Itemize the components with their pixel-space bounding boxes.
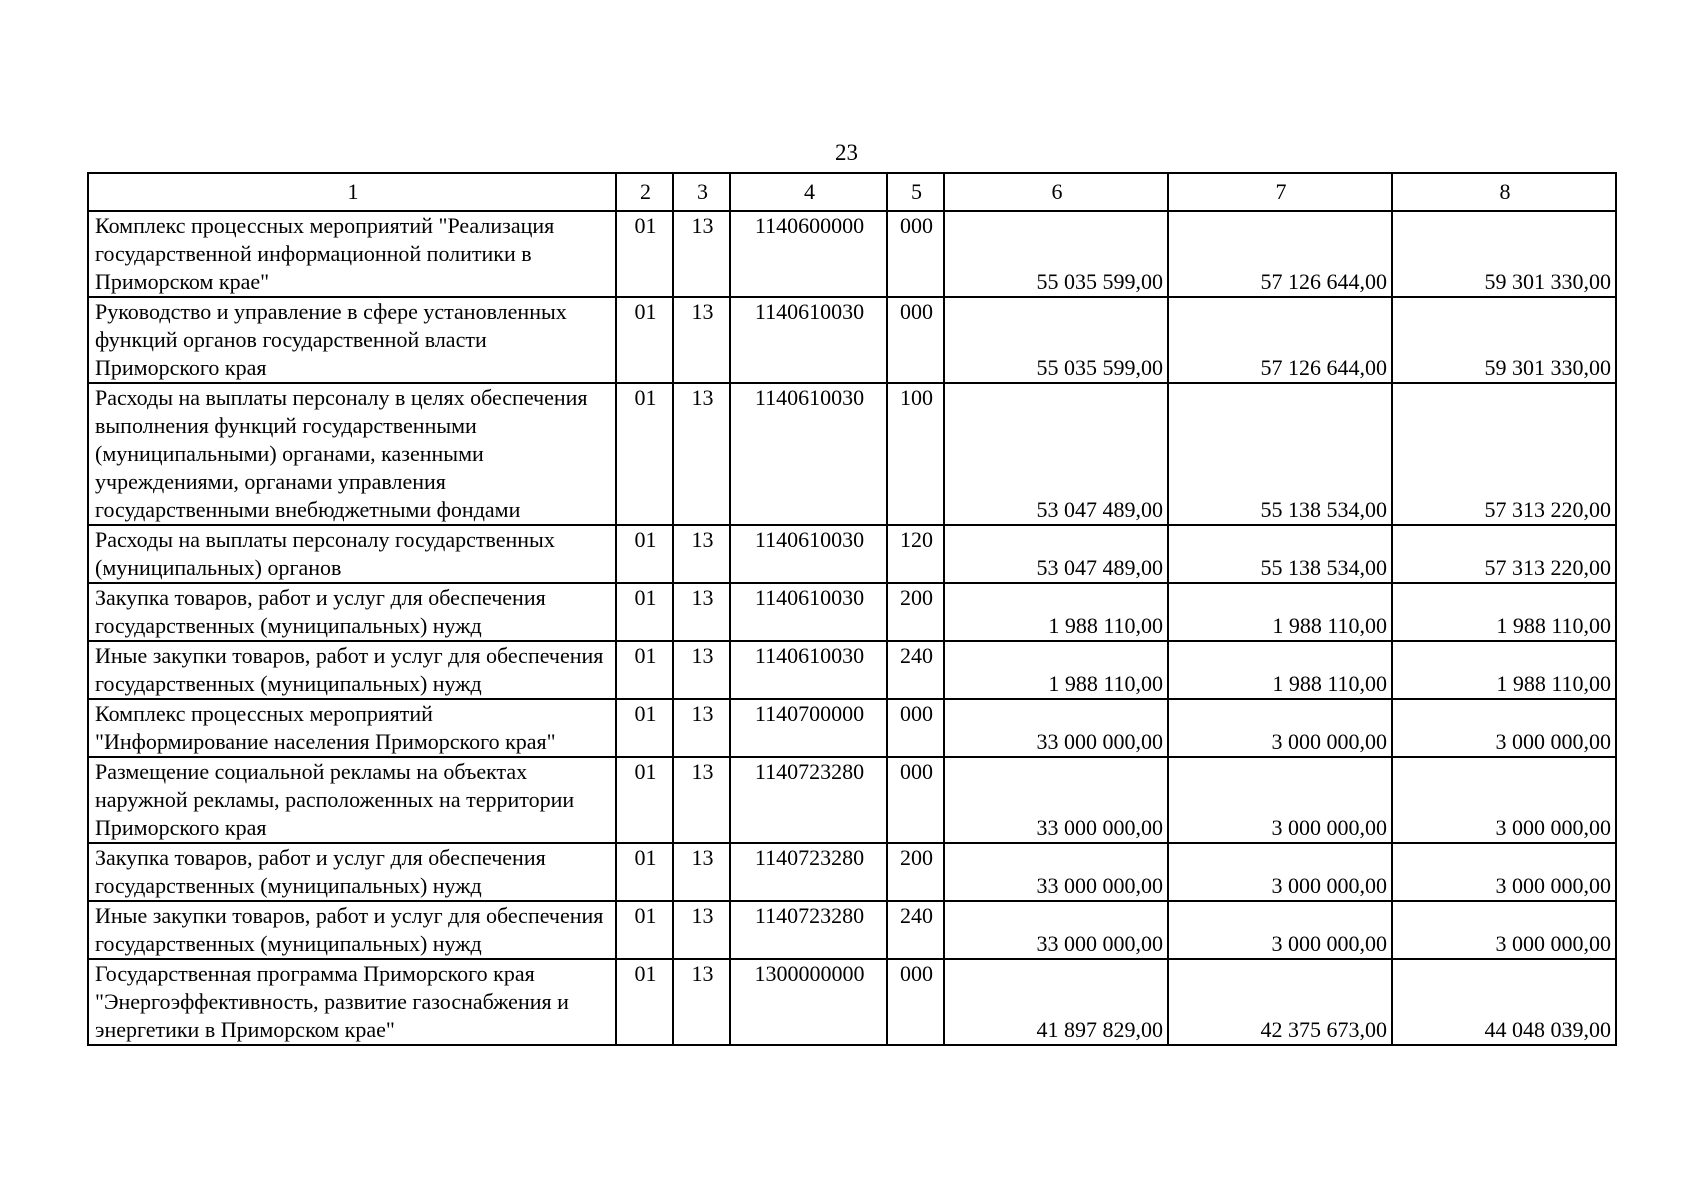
table-row <box>88 641 1616 699</box>
table-row <box>88 959 1616 1045</box>
amount-cell: 57 313 220,00 <box>1392 525 1616 583</box>
amount-cell: 55 035 599,00 <box>944 211 1168 297</box>
amount-cell: 55 138 534,00 <box>1168 525 1392 583</box>
section-code-cell: 01 <box>616 843 673 901</box>
amount-cell: 3 000 000,00 <box>1168 901 1392 959</box>
subsection-code-cell: 13 <box>673 959 730 1045</box>
amount-cell: 33 000 000,00 <box>944 843 1168 901</box>
row-name-cell: Закупка товаров, работ и услуг для обеспечения государственных (муниципальных) нужд <box>88 583 616 641</box>
section-code-cell: 01 <box>616 211 673 297</box>
amount-cell: 3 000 000,00 <box>1392 843 1616 901</box>
expense-type-cell: 100 <box>887 383 944 525</box>
target-article-cell: 1140610030 <box>730 525 887 583</box>
row-name-cell: Иные закупки товаров, работ и услуг для обеспечения государственных (муниципальных) нужд <box>88 901 616 959</box>
amount-cell: 3 000 000,00 <box>1168 843 1392 901</box>
row-name-cell: Расходы на выплаты персоналу в целях обеспечения выполнения функций государственными (муниципальными) органами, казенными учреждениями, органами управления государственными внебюджетными фондами <box>88 383 616 525</box>
column-header: 4 <box>730 173 887 211</box>
amount-cell: 3 000 000,00 <box>1168 757 1392 843</box>
amount-cell: 42 375 673,00 <box>1168 959 1392 1045</box>
target-article-cell: 1140610030 <box>730 583 887 641</box>
target-article-cell: 1300000000 <box>730 959 887 1045</box>
row-name-cell: Расходы на выплаты персоналу государственных (муниципальных) органов <box>88 525 616 583</box>
target-article-cell: 1140700000 <box>730 699 887 757</box>
amount-cell: 44 048 039,00 <box>1392 959 1616 1045</box>
column-header: 1 <box>88 173 616 211</box>
amount-cell: 59 301 330,00 <box>1392 211 1616 297</box>
amount-cell: 1 988 110,00 <box>944 641 1168 699</box>
row-name-cell: Размещение социальной рекламы на объектах наружной рекламы, расположенных на территории Приморского края <box>88 757 616 843</box>
subsection-code-cell: 13 <box>673 641 730 699</box>
target-article-cell: 1140723280 <box>730 901 887 959</box>
amount-cell: 33 000 000,00 <box>944 757 1168 843</box>
amount-cell: 57 313 220,00 <box>1392 383 1616 525</box>
amount-cell: 3 000 000,00 <box>1392 699 1616 757</box>
subsection-code-cell: 13 <box>673 525 730 583</box>
subsection-code-cell: 13 <box>673 383 730 525</box>
row-name-cell: Руководство и управление в сфере установленных функций органов государственной власти Приморского края <box>88 297 616 383</box>
amount-cell: 57 126 644,00 <box>1168 211 1392 297</box>
expense-type-cell: 200 <box>887 583 944 641</box>
amount-cell: 33 000 000,00 <box>944 901 1168 959</box>
section-code-cell: 01 <box>616 901 673 959</box>
amount-cell: 1 988 110,00 <box>1168 641 1392 699</box>
row-name-cell: Комплекс процессных мероприятий "Реализация государственной информационной политики в Приморском крае" <box>88 211 616 297</box>
section-code-cell: 01 <box>616 383 673 525</box>
column-header: 8 <box>1392 173 1616 211</box>
section-code-cell: 01 <box>616 699 673 757</box>
subsection-code-cell: 13 <box>673 901 730 959</box>
expense-type-cell: 240 <box>887 641 944 699</box>
table-row <box>88 901 1616 959</box>
amount-cell: 1 988 110,00 <box>1392 583 1616 641</box>
expense-type-cell: 000 <box>887 211 944 297</box>
amount-cell: 3 000 000,00 <box>1392 757 1616 843</box>
expense-type-cell: 120 <box>887 525 944 583</box>
section-code-cell: 01 <box>616 583 673 641</box>
subsection-code-cell: 13 <box>673 211 730 297</box>
amount-cell: 3 000 000,00 <box>1168 699 1392 757</box>
column-header: 3 <box>673 173 730 211</box>
table-row <box>88 525 1616 583</box>
amount-cell: 33 000 000,00 <box>944 699 1168 757</box>
table-row <box>88 583 1616 641</box>
subsection-code-cell: 13 <box>673 699 730 757</box>
amount-cell: 1 988 110,00 <box>1392 641 1616 699</box>
column-header: 7 <box>1168 173 1392 211</box>
section-code-cell: 01 <box>616 959 673 1045</box>
amount-cell: 57 126 644,00 <box>1168 297 1392 383</box>
amount-cell: 41 897 829,00 <box>944 959 1168 1045</box>
target-article-cell: 1140610030 <box>730 641 887 699</box>
subsection-code-cell: 13 <box>673 583 730 641</box>
expense-type-cell: 200 <box>887 843 944 901</box>
amount-cell: 55 138 534,00 <box>1168 383 1392 525</box>
section-code-cell: 01 <box>616 525 673 583</box>
target-article-cell: 1140723280 <box>730 843 887 901</box>
amount-cell: 53 047 489,00 <box>944 383 1168 525</box>
expense-type-cell: 000 <box>887 959 944 1045</box>
amount-cell: 59 301 330,00 <box>1392 297 1616 383</box>
expense-type-cell: 000 <box>887 757 944 843</box>
column-header: 5 <box>887 173 944 211</box>
target-article-cell: 1140610030 <box>730 383 887 525</box>
target-article-cell: 1140723280 <box>730 757 887 843</box>
amount-cell: 55 035 599,00 <box>944 297 1168 383</box>
column-header: 6 <box>944 173 1168 211</box>
amount-cell: 1 988 110,00 <box>1168 583 1392 641</box>
row-name-cell: Комплекс процессных мероприятий "Информирование населения Приморского края" <box>88 699 616 757</box>
table-row <box>88 843 1616 901</box>
section-code-cell: 01 <box>616 641 673 699</box>
table-row <box>88 297 1616 383</box>
section-code-cell: 01 <box>616 757 673 843</box>
table-row <box>88 211 1616 297</box>
table-row <box>88 699 1616 757</box>
amount-cell: 3 000 000,00 <box>1392 901 1616 959</box>
table-row <box>88 757 1616 843</box>
budget-table <box>87 172 1617 1046</box>
page-number: 23 <box>835 140 858 165</box>
subsection-code-cell: 13 <box>673 757 730 843</box>
subsection-code-cell: 13 <box>673 297 730 383</box>
row-name-cell: Государственная программа Приморского края "Энергоэффективность, развитие газоснабжения и энергетики в Приморском крае" <box>88 959 616 1045</box>
subsection-code-cell: 13 <box>673 843 730 901</box>
column-header: 2 <box>616 173 673 211</box>
table-header-row <box>88 173 1616 211</box>
expense-type-cell: 240 <box>887 901 944 959</box>
section-code-cell: 01 <box>616 297 673 383</box>
target-article-cell: 1140610030 <box>730 297 887 383</box>
expense-type-cell: 000 <box>887 699 944 757</box>
table-body <box>88 211 1616 1045</box>
target-article-cell: 1140600000 <box>730 211 887 297</box>
row-name-cell: Закупка товаров, работ и услуг для обеспечения государственных (муниципальных) нужд <box>88 843 616 901</box>
table-row <box>88 383 1616 525</box>
amount-cell: 1 988 110,00 <box>944 583 1168 641</box>
expense-type-cell: 000 <box>887 297 944 383</box>
amount-cell: 53 047 489,00 <box>944 525 1168 583</box>
row-name-cell: Иные закупки товаров, работ и услуг для обеспечения государственных (муниципальных) нужд <box>88 641 616 699</box>
